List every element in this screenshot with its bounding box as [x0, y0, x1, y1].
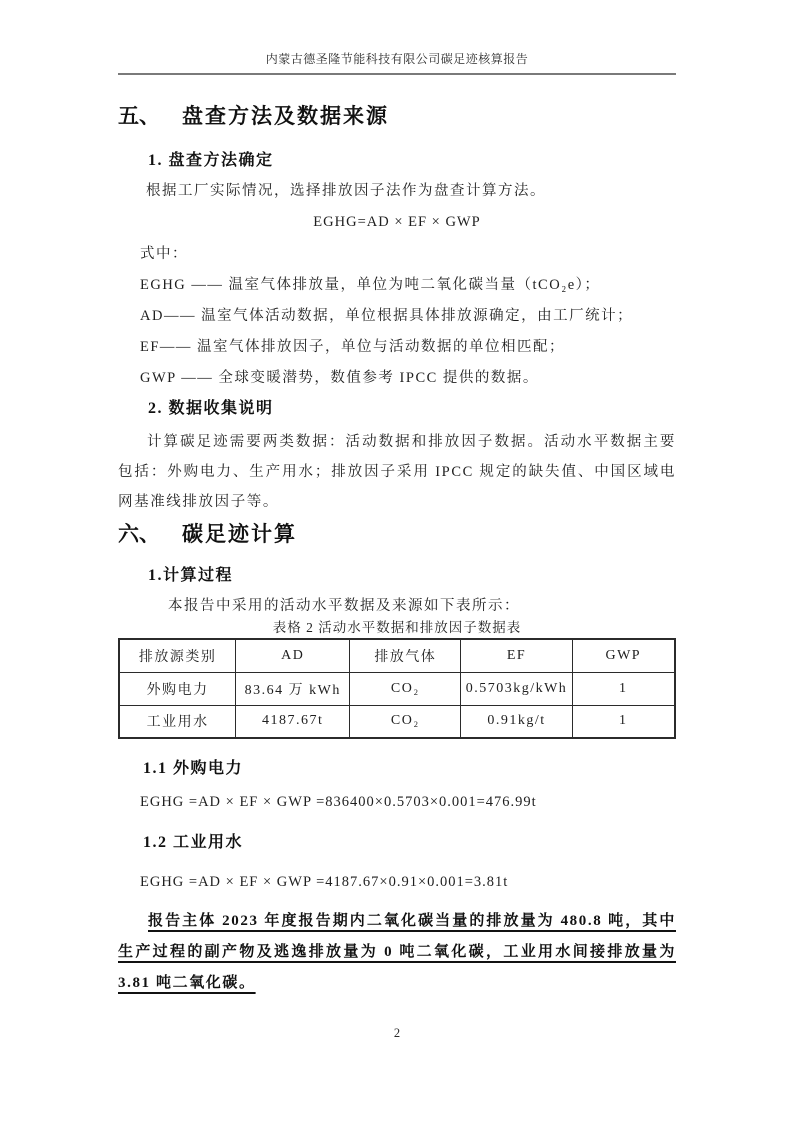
cell-gwp: 1: [572, 705, 675, 738]
table-row-water: [119, 705, 675, 738]
page-number: 2: [393, 1026, 401, 1040]
cell-gwp: 1: [572, 672, 675, 705]
table-caption: 表格 2 活动水平数据和排放因子数据表: [272, 620, 522, 635]
method-paragraph: 根据工厂实际情况，选择排放因子法作为盘查计算方法。: [146, 183, 546, 199]
running-header: [118, 50, 676, 75]
section-number: 五、: [118, 104, 160, 128]
electricity-formula: EGHG =AD × EF × GWP =836400×0.5703×0.001=476.99t: [140, 794, 537, 810]
activity-data-table: [118, 638, 676, 739]
cell-ef: 0.5703kg/kWh: [461, 672, 572, 705]
data-collection-paragraph: 计算碳足迹需要两类数据：活动数据和排放因子数据。活动水平数据主要包括：外购电力、生产用水；排放因子采用 IPCC 规定的缺失值、中国区域电网基准线排放因子等。: [118, 434, 676, 510]
table-intro-text: 本报告中采用的活动水平数据及来源如下表所示：: [168, 598, 520, 614]
subsection-heading-method-determination: 1. 盘查方法确定: [148, 152, 274, 169]
table-header-row: [119, 639, 675, 672]
formula-lead: 式中：: [140, 246, 188, 262]
column-header-ad: AD: [236, 639, 350, 672]
cell-gas: CO₂: [350, 705, 461, 738]
ghg-formula: EGHG=AD × EF × GWP: [313, 214, 481, 230]
cell-ad: 83.64 万 kWh: [236, 672, 350, 705]
cell-ad: 4187.67t: [236, 705, 350, 738]
term-definition-eghg: EGHG —— 温室气体排放量，单位为吨二氧化碳当量（tCO₂e）；: [140, 277, 601, 293]
section-number: 六、: [118, 522, 160, 546]
column-header-source: 排放源类别: [119, 639, 236, 672]
section-heading-calculation: [118, 521, 676, 548]
column-header-ef: EF: [461, 639, 572, 672]
conclusion-statement: 报告主体 2023 年度报告期内二氧化碳当量的排放量为 480.8 吨，其中生产过程的副产物及逃逸排放量为 0 吨二氧化碳，工业用水间接排放量为 3.81 吨二氧化碳。: [118, 913, 676, 991]
cell-gas: CO₂: [350, 672, 461, 705]
table-row-electricity: [119, 672, 675, 705]
cell-source: 外购电力: [119, 672, 236, 705]
cell-ef: 0.91kg/t: [461, 705, 572, 738]
term-definition-ef: EF—— 温室气体排放因子，单位与活动数据的单位相匹配；: [140, 339, 566, 355]
section-title: 盘查方法及数据来源: [182, 104, 389, 128]
running-header-title: 内蒙古德圣隆节能科技有限公司碳足迹核算报告: [265, 52, 529, 66]
section-heading-methods: [118, 103, 676, 130]
cell-source: 工业用水: [119, 705, 236, 738]
term-definition-gwp: GWP —— 全球变暖潜势，数值参考 IPCC 提供的数据。: [140, 370, 539, 386]
subsection-heading-process: 1.计算过程: [148, 567, 234, 584]
subsection-heading-data-collection: 2. 数据收集说明: [148, 400, 274, 417]
term-definition-ad: AD—— 温室气体活动数据，单位根据具体排放源确定，由工厂统计；: [140, 308, 634, 324]
column-header-gwp: GWP: [572, 639, 675, 672]
section-title: 碳足迹计算: [182, 522, 297, 546]
column-header-gas: 排放气体: [350, 639, 461, 672]
water-formula: EGHG =AD × EF × GWP =4187.67×0.91×0.001=3.81t: [140, 874, 509, 890]
subsection-heading-water: 1.2 工业用水: [143, 834, 244, 851]
subsection-heading-electricity: 1.1 外购电力: [143, 760, 244, 777]
